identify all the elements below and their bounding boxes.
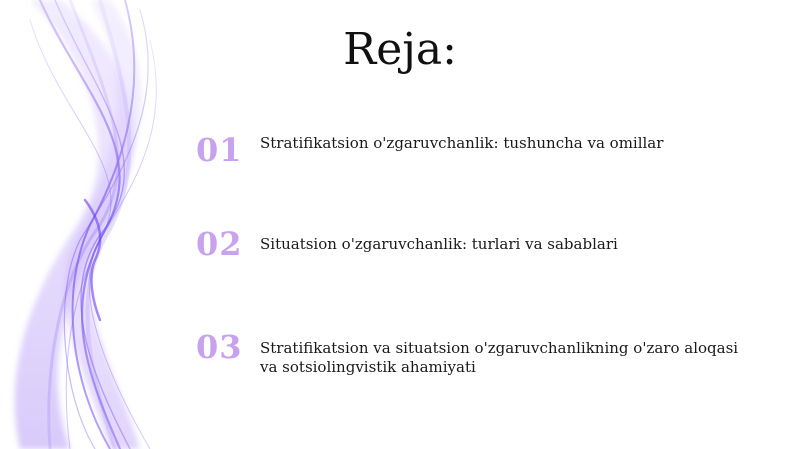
agenda-item-text: Situatsion o'zgaruvchanlik: turlari va sabablari [260, 235, 618, 253]
agenda-item-text: Stratifikatsion o'zgaruvchanlik: tushuncha va omillar [260, 134, 664, 152]
agenda-item-number: 01 [196, 131, 243, 169]
agenda-item-number: 03 [196, 328, 243, 366]
slide-title: Reja: [343, 24, 457, 75]
smoke-ribbon-decoration [0, 0, 200, 449]
agenda-item-text: Stratifikatsion va situatsion o'zgaruvchanlikning o'zaro aloqasi va sotsiolingvistik ahamiyati [260, 339, 739, 376]
agenda-item-number: 02 [196, 225, 243, 263]
